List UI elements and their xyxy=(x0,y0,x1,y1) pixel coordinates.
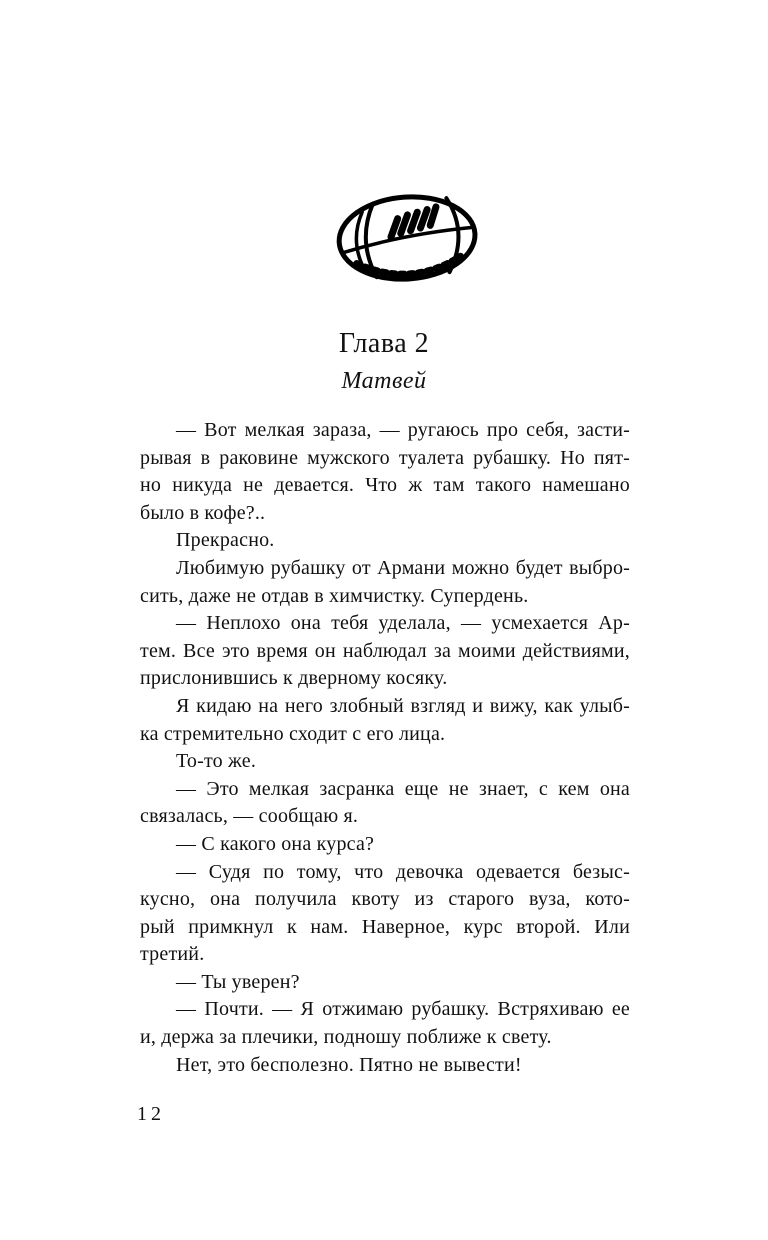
text-line: Прекрасно. xyxy=(176,529,275,552)
text-line: — Ты уверен? xyxy=(176,970,300,993)
chapter-subtitle: Матвей xyxy=(341,368,427,394)
body-text xyxy=(140,417,630,1079)
text-line: третий. xyxy=(140,943,205,966)
chapter-title: Глава 2 xyxy=(338,328,430,359)
football-icon xyxy=(333,188,481,286)
text-line: Я кидаю на него злобный взгляд и вижу, как улыб- xyxy=(176,694,630,717)
text-line: ка стремительно сходит с его лица. xyxy=(140,722,446,745)
text-line: было в кофе?.. xyxy=(140,501,266,524)
text-line: — Судя по тому, что девочка одевается безыс- xyxy=(176,860,630,883)
text-line: тем. Все это время он наблюдал за моими действиями, xyxy=(140,639,630,662)
text-line: связалась, — сообщаю я. xyxy=(140,805,359,828)
text-line: — С какого она курса? xyxy=(176,832,375,855)
text-line: — Почти. — Я отжимаю рубашку. Встряхиваю ее xyxy=(176,998,630,1021)
text-line: То-то же. xyxy=(176,750,257,773)
text-line: и, держа за плечики, подношу поближе к свету. xyxy=(140,1026,552,1049)
text-line: — Неплохо она тебя уделала, — усмехается Ар- xyxy=(176,612,630,635)
text-line: но никуда не девается. Что ж там такого намешано xyxy=(140,474,630,497)
text-line: прислонившись к дверному косяку. xyxy=(140,667,448,690)
text-line: сить, даже не отдав в химчистку. Супердень. xyxy=(140,584,529,607)
page-number: 12 xyxy=(137,1103,165,1125)
text-line: кусно, она получила квоту из старого вуза, кото- xyxy=(140,888,630,911)
text-line: Нет, это бесполезно. Пятно не вывести! xyxy=(176,1053,522,1076)
text-line: рывая в раковине мужского туалета рубашку. Но пят- xyxy=(140,446,630,469)
text-line: рый примкнул к нам. Наверное, курс второй. Или xyxy=(140,915,630,938)
football-illustration xyxy=(333,188,481,286)
text-line: Любимую рубашку от Армани можно будет выбро- xyxy=(176,556,630,579)
text-line: — Вот мелкая зараза, — ругаюсь про себя, засти- xyxy=(176,419,630,441)
text-line: — Это мелкая засранка еще не знает, с кем она xyxy=(176,777,630,800)
